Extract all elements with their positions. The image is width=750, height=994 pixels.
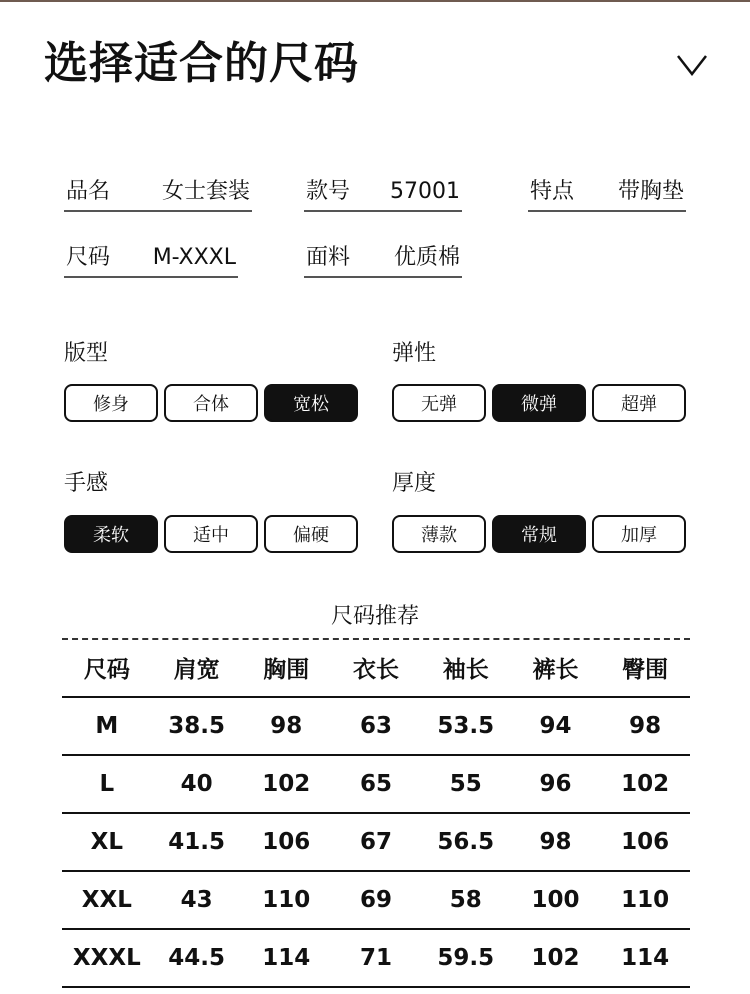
table-cell: XXL [81,887,132,913]
table-cell: 114 [262,945,311,971]
table-cell: 53.5 [437,713,495,739]
dashed-divider [62,638,690,640]
table-cell: 98 [629,713,662,739]
table-cell: 94 [539,713,572,739]
feel-option[interactable]: 适中 [164,515,258,553]
table-cell: L [99,771,115,797]
fit-label: 版型 [64,341,109,366]
info-name-value: 女士套装 [161,179,250,204]
elasticity-options [392,384,686,422]
fit-option[interactable]: 合体 [164,384,258,422]
thickness-label: 厚度 [392,471,437,496]
info-size-label: 尺码 [66,245,111,270]
table-header-cell: 袖长 [442,657,489,683]
info-size [64,242,238,278]
table-row [62,872,690,930]
table-cell: 69 [360,887,393,913]
table-cell: 58 [449,887,482,913]
elasticity-option[interactable]: 超弹 [592,384,686,422]
table-cell: 100 [531,887,580,913]
table-cell: 110 [262,887,311,913]
feel-option[interactable]: 柔软 [64,515,158,553]
elasticity-option[interactable]: 微弹 [492,384,586,422]
info-style-no-value: 57001 [390,179,460,204]
info-size-value: M-XXXL [152,245,236,270]
table-header-cell: 裤长 [532,657,579,683]
info-fabric [304,242,462,278]
table-cell: 98 [539,829,572,855]
thickness-options [392,515,686,553]
table-row [62,756,690,814]
table-row [62,698,690,756]
table-cell: 98 [270,713,303,739]
info-fabric-value: 优质棉 [393,245,460,270]
info-name [64,176,252,212]
fit-options [64,384,358,422]
table-cell: XL [90,829,124,855]
table-cell: 102 [262,771,311,797]
table-cell: 106 [621,829,670,855]
feel-label: 手感 [64,471,109,496]
info-name-label: 品名 [66,179,111,204]
fit-option[interactable]: 宽松 [264,384,358,422]
top-divider [0,0,750,2]
table-cell: XXXL [72,945,141,971]
fit-option[interactable]: 修身 [64,384,158,422]
table-header-cell: 尺码 [83,657,130,683]
elasticity-label: 弹性 [392,341,437,366]
table-cell: 102 [621,771,670,797]
info-feature [528,176,686,212]
table-header-cell: 肩宽 [173,657,220,683]
table-header-cell: 臀围 [622,657,669,683]
table-cell: 71 [360,945,393,971]
table-row [62,930,690,988]
table-cell: 67 [360,829,393,855]
feel-option[interactable]: 偏硬 [264,515,358,553]
table-cell: 110 [621,887,670,913]
table-cell: 114 [621,945,670,971]
elasticity-option[interactable]: 无弹 [392,384,486,422]
table-cell: 63 [360,713,393,739]
table-cell: 59.5 [437,945,495,971]
table-header-cell: 胸围 [263,657,310,683]
table-cell: 38.5 [168,713,225,739]
table-row [62,814,690,872]
page-title: 选择适合的尺码 [44,38,359,89]
size-recommend-title: 尺码推荐 [330,604,419,629]
feel-options [64,515,358,553]
thickness-option[interactable]: 常规 [492,515,586,553]
table-cell: 106 [262,829,311,855]
table-cell: 41.5 [168,829,225,855]
chevron-down-icon[interactable] [676,54,708,76]
thickness-option[interactable]: 加厚 [592,515,686,553]
table-header-row [62,645,690,698]
info-fabric-label: 面料 [306,245,351,270]
table-cell: 43 [180,887,213,913]
thickness-option[interactable]: 薄款 [392,515,486,553]
info-style-no-label: 款号 [306,179,351,204]
table-header-cell: 衣长 [353,657,400,683]
size-table [62,645,690,988]
table-cell: 102 [531,945,580,971]
info-feature-label: 特点 [530,179,575,204]
info-style-no [304,176,462,212]
table-cell: 56.5 [437,829,495,855]
table-cell: 96 [539,771,572,797]
table-cell: 44.5 [168,945,225,971]
table-cell: M [95,713,119,739]
table-cell: 55 [449,771,482,797]
table-cell: 40 [180,771,213,797]
info-feature-value: 带胸垫 [617,179,684,204]
table-cell: 65 [360,771,393,797]
